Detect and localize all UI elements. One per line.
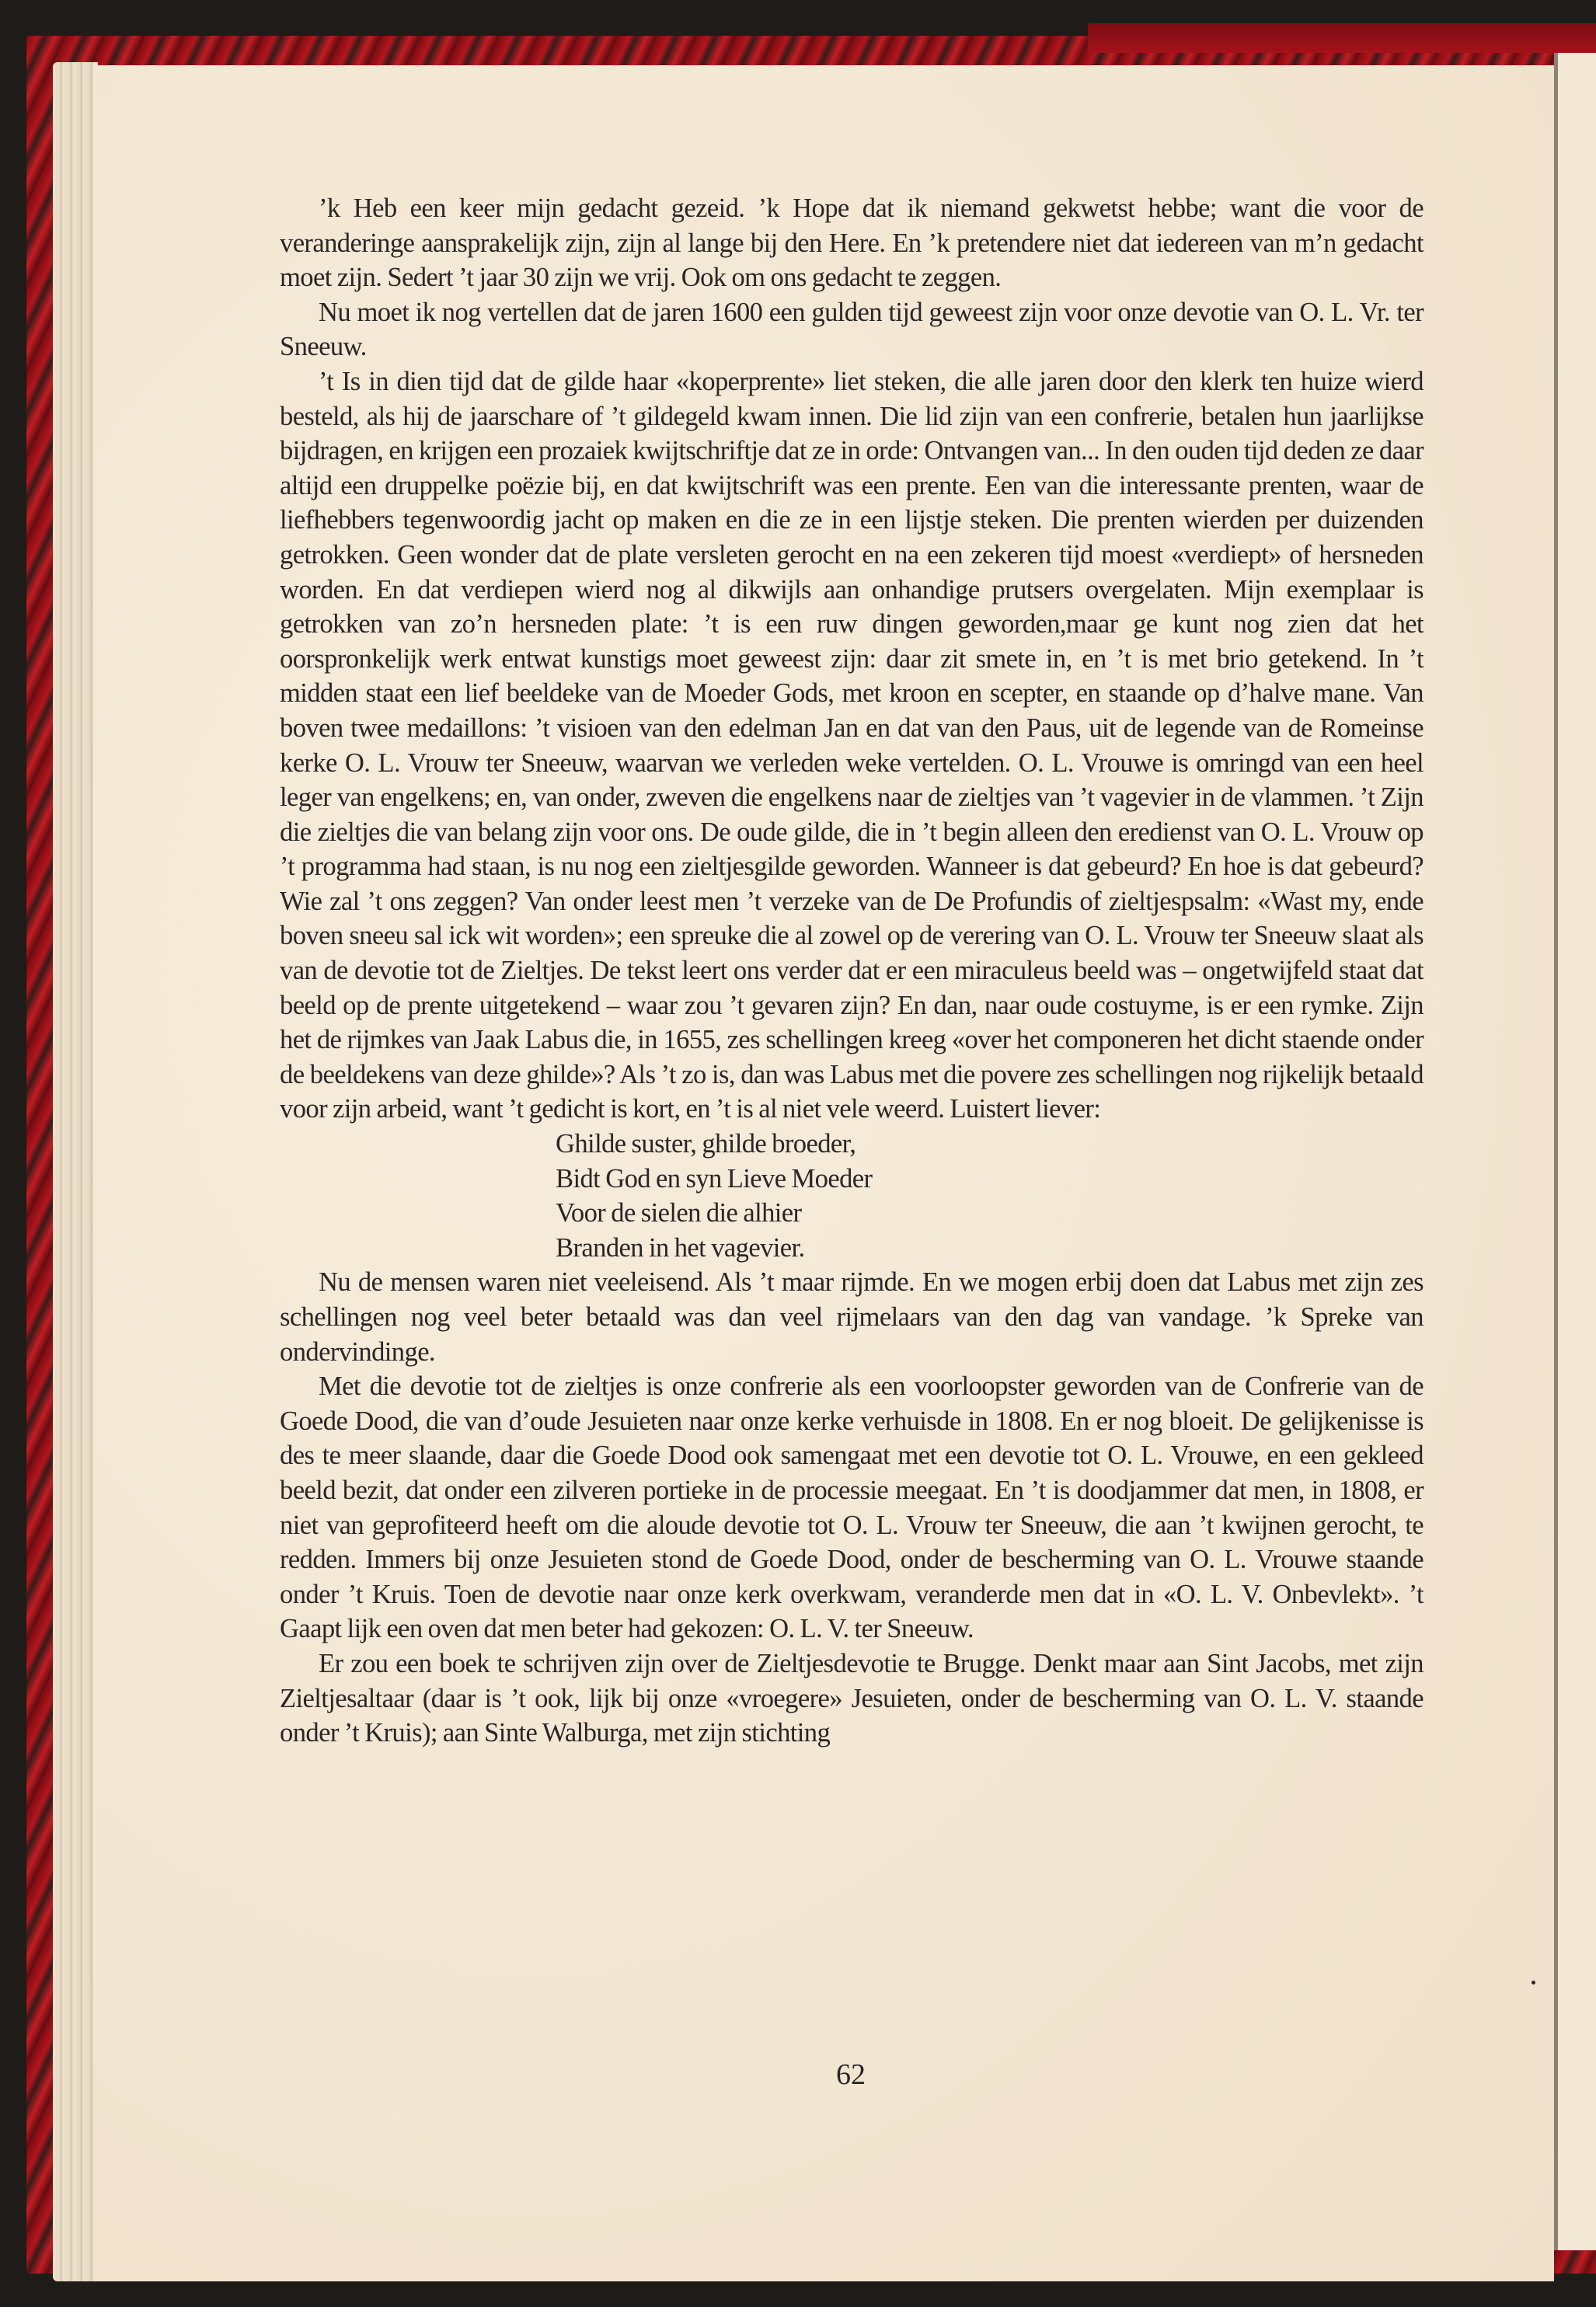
- paragraph: Met die devotie tot de zieltjes is onze confrerie als een voorloopster geworden van de Confrerie van de Goede Dood, die van d’oude Jesuieten naar onze kerke verhuisde in 1808. En er nog bloeit. De gelijkenisse is des te meer slaande, daar die Goede Dood ook samengaat met een devotie tot O. L. Vrouwe, en een gekleed beeld bezit, dat onder een zilveren portieke in de processie meegaat. En ’t is doodjammer dat men, in 1808, er niet van geprofiteerd heeft om die aloude devotie tot O. L. Vrouw ter Sneeuw, die aan ’t kwijnen gerocht, te redden. Immers bij onze Jesuieten stond de Goede Dood, onder de bescherming van O. L. Vrouwe staande onder ’t Kruis. Toen de devotie naar onze kerk overkwam, veranderde men dat in «O. L. V. Onbevlekt». ’t Gaapt lijk een oven dat men beter had gekozen: O. L. V. ter Sneeuw.: [280, 1371, 1424, 1644]
- paragraph: ’t Is in dien tijd dat de gilde haar «koperprente» liet steken, die alle jaren door den klerk ten huize wierd besteld, als hij de jaarschare of ’t gildegeld kwam innen. Die lid zijn van een confrerie, betalen hun jaarlijkse bijdragen, en krijgen een prozaiek kwijtschriftje dat ze in orde: Ontvangen van... In den ouden tijd deden ze daar altijd een druppelke poëzie bij, en dat kwijtschrift was een prente. Een van die interessante prenten, waar de liefhebbers tegenwoordig jacht op maken en die ze in een lijstje steken. Die prenten wierden per duizenden getrokken. Geen wonder dat de plate versleten gerocht en na een zekeren tijd moest «verdiept» of hersneden worden. En dat verdiepen wierd nog al dikwijls aan onhandige prutsers overgelaten. Mijn exemplaar is getrokken van zo’n hersneden plate: ’t is een ruw dingen geworden,maar ge kunt nog zien dat het oorspronkelijk werk entwat kunstigs moet geweest zijn: daar zit smete in, en ’t is met brio getekend. In ’t midden staat een lief beeldeke van de Moeder Gods, met kroon en scepter, en staande op d’halve mane. Van boven twee medaillons: ’t visioen van den edelman Jan en dat van den Paus, uit de legende van de Romeinse kerke O. L. Vrouw ter Sneeuw, waarvan we verleden weke vertelden. O. L. Vrouwe is omringd van een heel leger van engelkens; en, van onder, zweven die engelkens naar de zieltjes van ’t vagevier in de vlammen. ’t Zijn die zieltjes die van belang zijn voor ons. De oude gilde, die in ’t begin alleen den eredienst van O. L. Vrouw op ’t programma had staan, is nu nog een zieltjesgilde geworden. Wanneer is dat gebeurd? En hoe is dat gebeurd? Wie zal ’t ons zeggen? Van onder leest men ’t verzeke van de De Profundis of zieltjespsalm: «Wast my, ende boven sneeu sal ick wit worden»; een spreuke die al zowel op de verering van O. L. Vrouw ter Sneeuw slaat als van de devotie tot de Zieltjes. De tekst leert ons verder dat er een miraculeus beeld was – ongetwijfeld staat dat beeld op de prente uitgetekend – waar zou ’t gevaren zijn? En dan, naar oude costuyme, is er een rymke. Zijn het de rijmkes van Jaak Labus die, in 1655, zes schellingen kreeg «over het componeren het dicht staende onder de beeldekens van deze ghilde»? Als ’t zo is, dan was Labus met die povere zes schellingen nog rijkelijk betaald voor zijn arbeid, want ’t gedicht is kort, en ’t is al niet vele weerd. Luistert liever:: [280, 366, 1424, 1124]
- verse-line: Branden in het vagevier.: [556, 1232, 805, 1263]
- verse-line: Ghilde suster, ghilde broeder,: [556, 1129, 856, 1159]
- verse-block: [280, 1127, 1424, 1265]
- page-body-text: [280, 191, 1424, 1751]
- page-number: 62: [836, 2058, 866, 2091]
- paragraph: Nu moet ik nog vertellen dat de jaren 1600 een gulden tijd geweest zijn voor onze devotie van O. L. Vr. ter Sneeuw.: [280, 297, 1424, 362]
- ink-speck: [1532, 1981, 1535, 1985]
- page-stack-edges: [53, 62, 98, 2281]
- book-cover-top-edge: [1088, 23, 1596, 53]
- paragraph: Er zou een boek te schrijven zijn over de Zieltjesdevotie te Brugge. Denkt maar aan Sint Jacobs, met zijn Zieltjesaltaar (daar is ’t ook, lijk bij onze «vroegere» Jesuieten, onder de bescherming van O. L. V. staande onder ’t Kruis); aan Sinte Walburga, met zijn stichting: [280, 1648, 1424, 1748]
- paragraph: Nu de mensen waren niet veeleisend. Als ’t maar rijmde. En we mogen erbij doen dat Labus met zijn zes schellingen nog veel beter betaald was dan veel rijmelaars van den dag van vandage. ’k Spreke van ondervindinge.: [280, 1267, 1424, 1367]
- paragraph: ’k Heb een keer mijn gedacht gezeid. ’k Hope dat ik niemand gekwetst hebbe; want die voor de veranderinge aansprakelijk zijn, zijn al lange bij den Here. En ’k pretendere niet dat iedereen van m’n gedacht moet zijn. Sedert ’t jaar 30 zijn we vrij. Ook om ons gedacht te zeggen.: [280, 193, 1424, 293]
- verse-line: Voor de sielen die alhier: [556, 1198, 802, 1228]
- adjacent-page-edge: [1554, 53, 1596, 2250]
- verse-line: Bidt God en syn Lieve Moeder: [556, 1163, 873, 1194]
